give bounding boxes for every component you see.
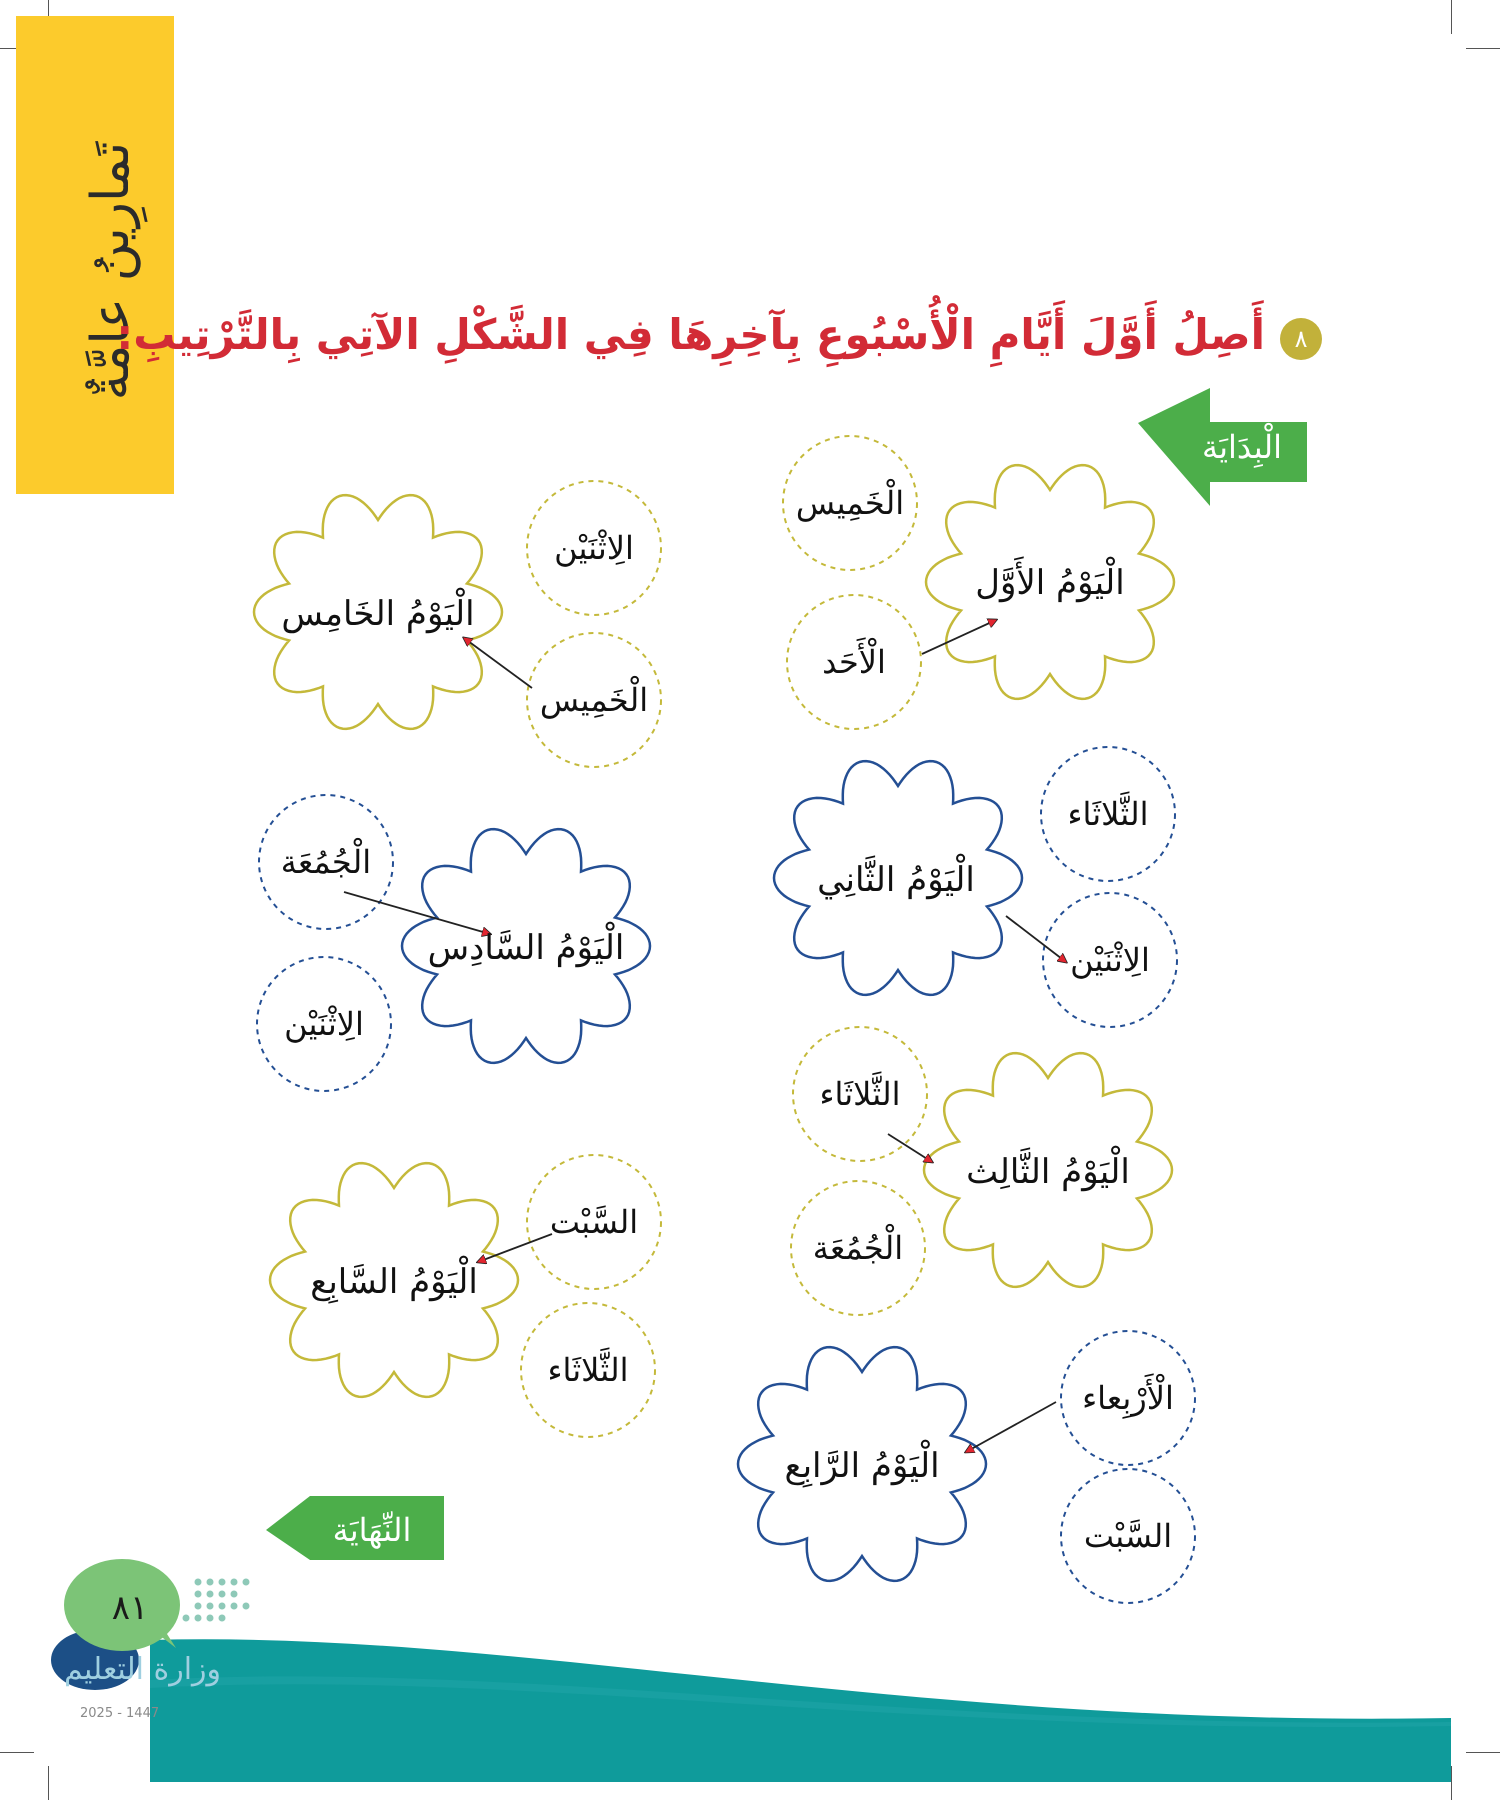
- end-label: النِّهَايَة: [332, 1511, 412, 1549]
- section-title: تَمارِينُ عامَّةٌ: [81, 141, 141, 401]
- option-label[interactable]: الِاثْنَيْن: [1070, 941, 1150, 979]
- option-label[interactable]: الثَّلاثَاء: [819, 1075, 901, 1113]
- footer-wave: [150, 1639, 1451, 1782]
- option-label[interactable]: الْجُمُعَة: [812, 1229, 904, 1267]
- option-label[interactable]: الْخَمِيس: [539, 681, 649, 719]
- option-label[interactable]: الْأَرْبِعاء: [1082, 1379, 1174, 1417]
- option-label[interactable]: الِاثْنَيْن: [554, 529, 634, 567]
- option-label[interactable]: السَّبْت: [1083, 1517, 1173, 1555]
- option-label[interactable]: الِاثْنَيْن: [284, 1005, 364, 1043]
- flower-day-label: الْيَوْمُ الثَّالِث: [966, 1152, 1130, 1192]
- page-number: ٨١: [111, 1588, 149, 1628]
- option-label[interactable]: الْخَمِيس: [795, 484, 905, 522]
- flower-day-label: الْيَوْمُ الثَّانِي: [817, 860, 975, 900]
- option-label[interactable]: الثَّلاثَاء: [547, 1351, 629, 1389]
- option-label[interactable]: الْجُمُعَة: [280, 843, 372, 881]
- flower-day-label: الْيَوْمُ الرَّابِع: [784, 1446, 940, 1486]
- edition-year: 2025 - 1447: [80, 1706, 160, 1721]
- ministry-name: وزارة التعليم: [64, 1652, 222, 1687]
- start-label: الْبِدَايَة: [1201, 428, 1283, 466]
- flower-day-label: الْيَوْمُ الخَامِس: [281, 594, 475, 634]
- flower-day-label: الْيَوْمُ الأَوَّل: [975, 563, 1125, 603]
- flower-day-label: الْيَوْمُ السَّادِس: [427, 928, 625, 968]
- option-label[interactable]: الثَّلاثَاء: [1067, 795, 1149, 833]
- flower-day-label: الْيَوْمُ السَّابِع: [310, 1262, 478, 1302]
- exercise-instruction: أَصِلُ أَوَّلَ أَيَّامِ الْأُسْبُوعِ بِآخِرِهَا فِي الشَّكْلِ الآتِي بِالتَّرْتِيبِ:: [116, 310, 1265, 359]
- exercise-number-badge: ٨: [1280, 318, 1322, 360]
- ministry-logo-dots: [183, 1579, 250, 1622]
- connection-arrow[interactable]: [966, 1402, 1056, 1452]
- option-label[interactable]: السَّبْت: [549, 1203, 639, 1241]
- option-label[interactable]: الْأَحَد: [822, 643, 886, 681]
